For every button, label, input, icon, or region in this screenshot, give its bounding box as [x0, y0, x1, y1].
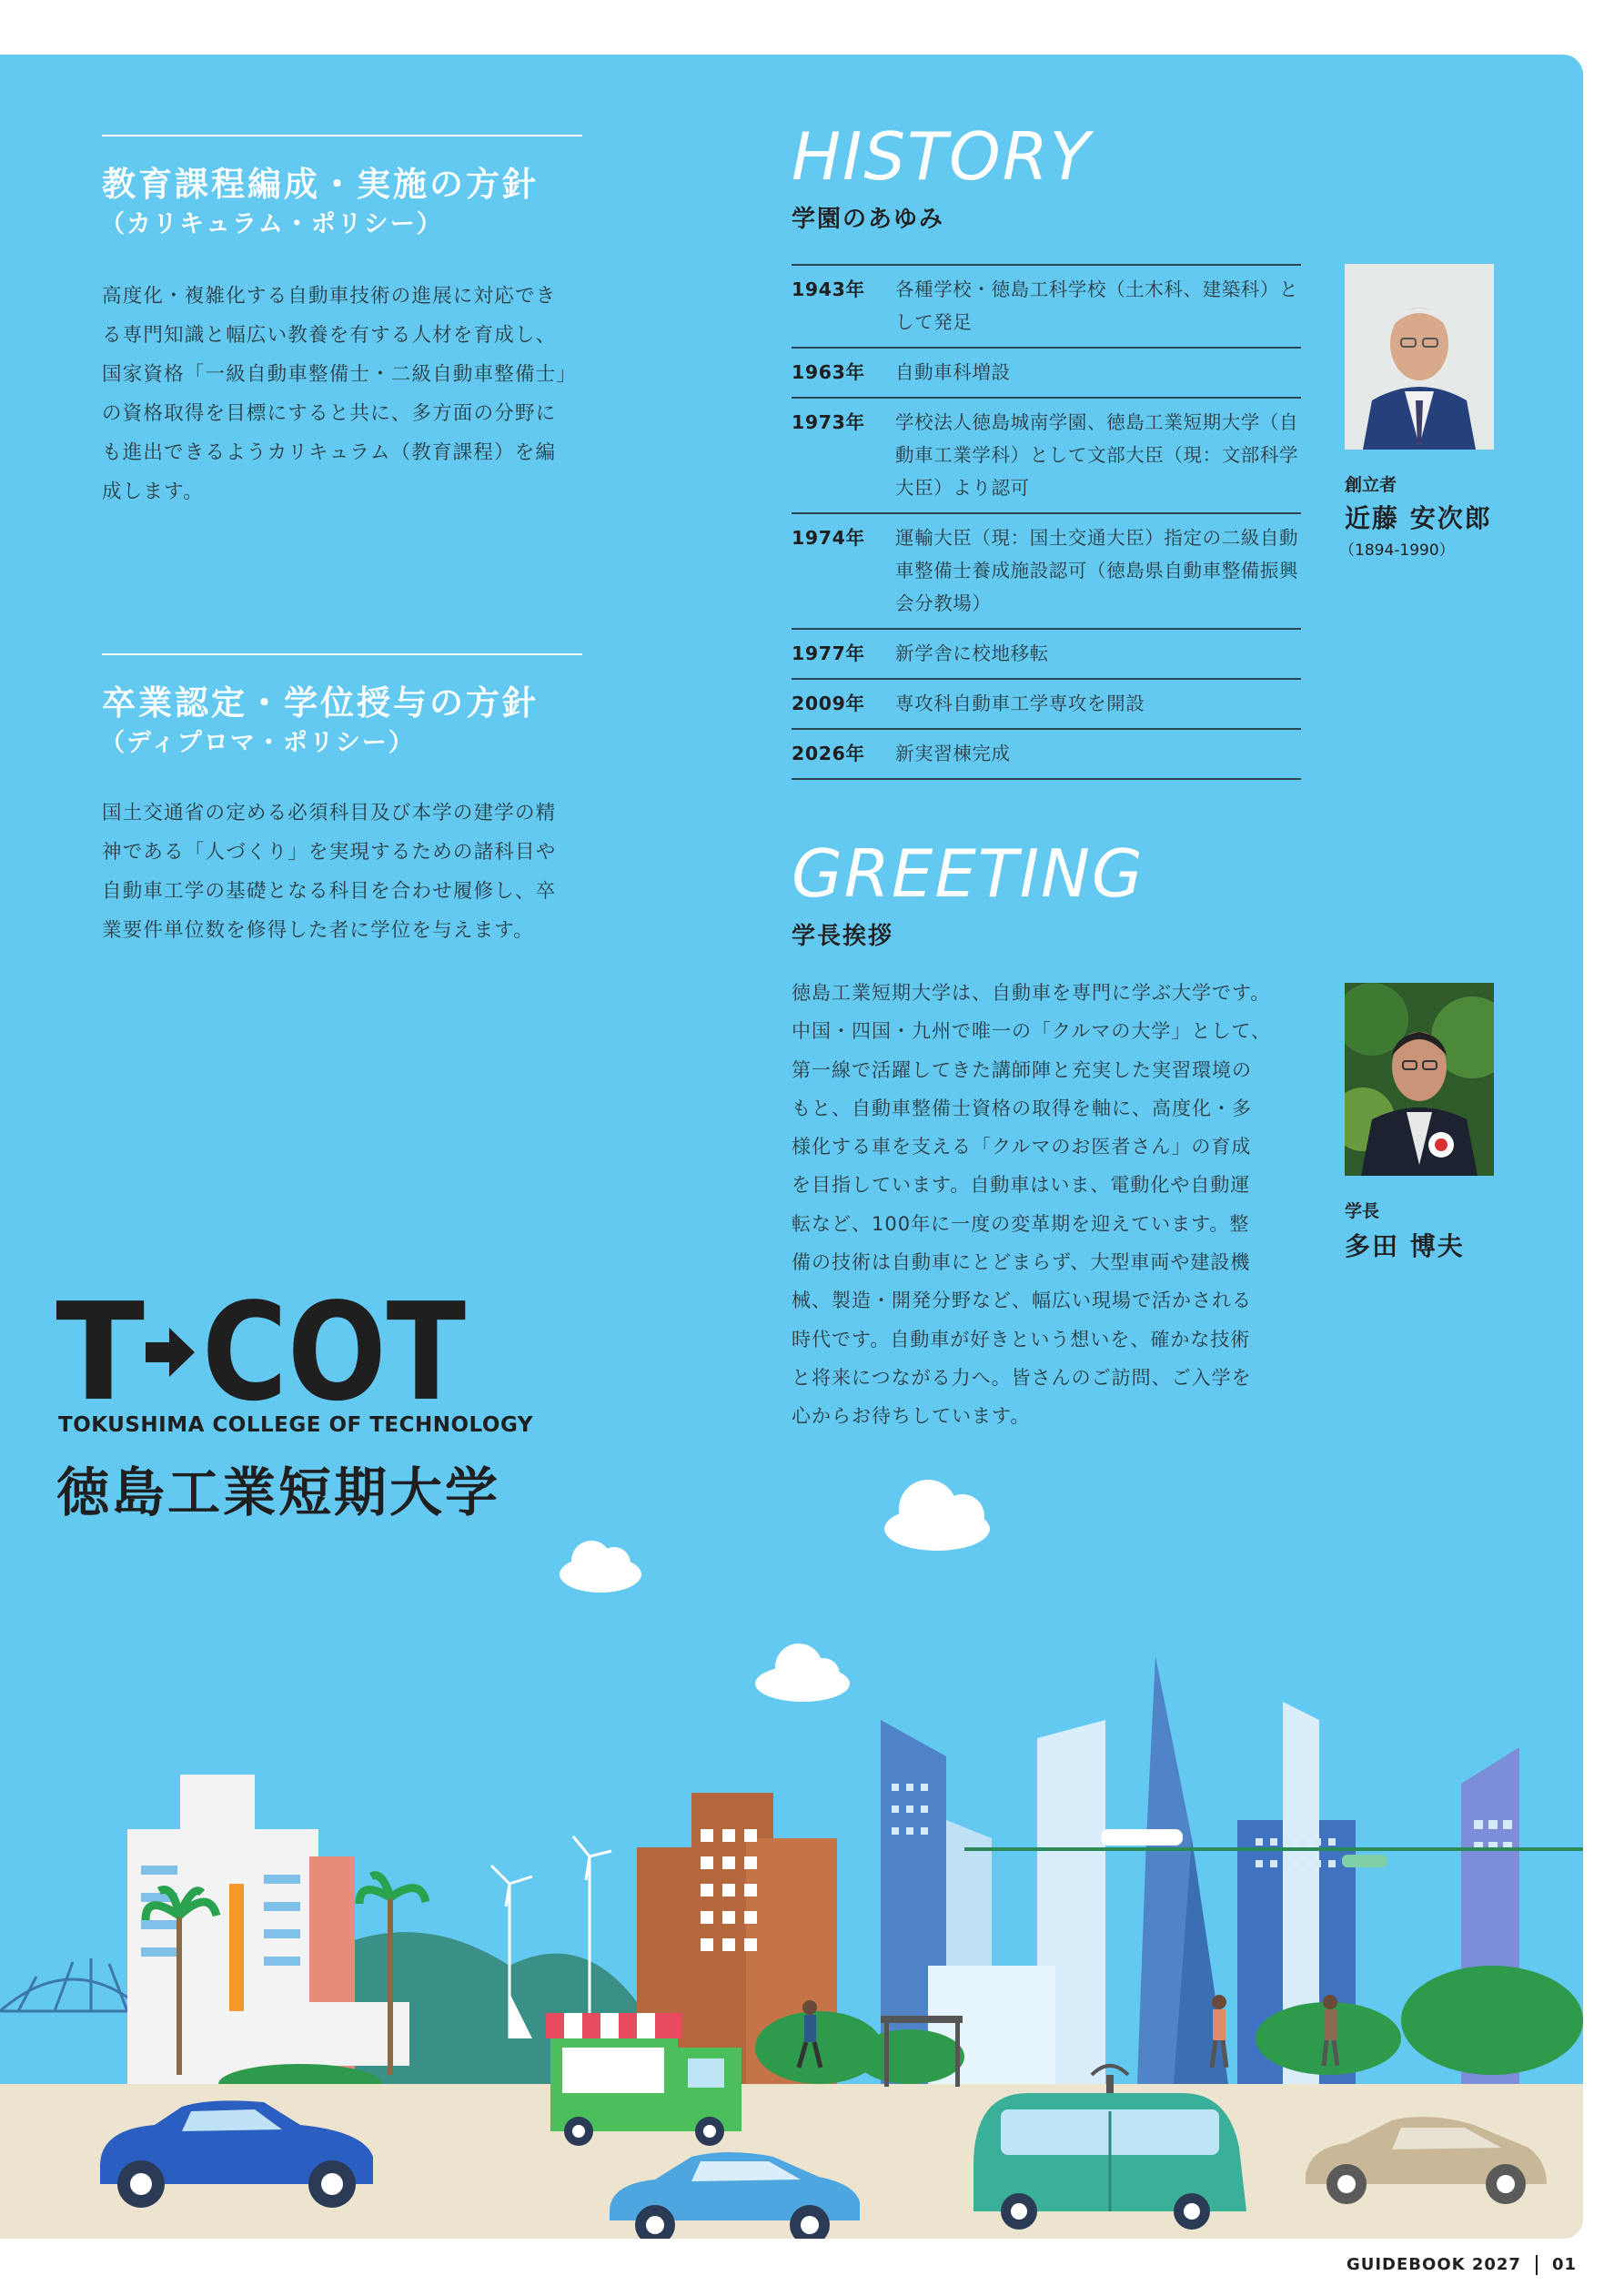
- campus-building: [127, 1775, 409, 2084]
- history-heading: HISTORY: [792, 118, 1092, 195]
- president-role: 学長: [1345, 1201, 1380, 1221]
- logo-japanese: 徳島工業短期大学: [56, 1462, 501, 1523]
- greeting-subheading: 学長挨拶: [792, 923, 894, 950]
- curriculum-policy-title: 教育課程編成・実施の方針: [102, 165, 539, 204]
- page-footer: [1347, 2255, 1577, 2275]
- diploma-policy-body: 国土交通省の定める必須科目及び本学の建学の精 神である「人づくり」を実現するための諸科目や 自動車工学の基礎となる科目を合わせ履修し、卒 業要件単位数を修得した者に学位を与えます。: [102, 802, 557, 942]
- founder-name: 近藤 安次郎: [1345, 503, 1492, 533]
- president-name: 多田 博夫: [1345, 1231, 1465, 1261]
- history-timeline: [792, 264, 1301, 780]
- timeline-row: 2026年 新実習棟完成: [792, 728, 1301, 780]
- president-photo: [1345, 983, 1494, 1176]
- logo-mark-right: COT: [202, 1297, 466, 1408]
- timeline-row: 1963年 自動車科増設: [792, 347, 1301, 397]
- tcot-logo: [56, 1297, 466, 1411]
- founder-years: （1894-1990）: [1339, 541, 1455, 560]
- city-illustration: [0, 1456, 1583, 2239]
- timeline-row: 1973年 学校法人徳島城南学園、徳島工業短期大学（自動車工業学科）として文部大臣（現：文部科学大臣）より認可: [792, 397, 1301, 512]
- diploma-policy-subtitle: （ディプロマ・ポリシー）: [100, 729, 415, 757]
- greeting-heading: GREETING: [792, 835, 1145, 912]
- timeline-row: 2009年 専攻科自動車工学専攻を開設: [792, 678, 1301, 728]
- logo-arrow: [146, 1328, 195, 1377]
- logo-mark-left: T: [56, 1297, 145, 1408]
- divider: [102, 653, 582, 655]
- guidebook-label: GUIDEBOOK 2027: [1346, 2255, 1521, 2274]
- history-subheading: 学園のあゆみ: [792, 206, 945, 233]
- timeline-row: 1943年 各種学校・徳島工科学校（土木科、建築科）として発足: [792, 264, 1301, 347]
- cloud-icon: [560, 1480, 990, 1702]
- curriculum-policy-subtitle: （カリキュラム・ポリシー）: [100, 210, 443, 238]
- diploma-policy-title: 卒業認定・学位授与の方針: [102, 683, 539, 723]
- timeline-row: 1977年 新学舎に校地移転: [792, 628, 1301, 678]
- founder-role: 創立者: [1345, 475, 1397, 495]
- footer-separator: [1536, 2255, 1538, 2275]
- blue-panel: [0, 55, 1583, 2239]
- divider: [102, 135, 582, 137]
- founder-photo: [1345, 264, 1494, 450]
- page-number: 01: [1551, 2255, 1577, 2274]
- greeting-body: 徳島工業短期大学は、自動車を専門に学ぶ大学です。 中国・四国・九州で唯一の「クルマの大学」として、 第一線で活躍してきた講師陣と充実した実習環境の もと、自動車整備士資格の取得を軸に、高度化・多 様化する車を支える「クルマのお医者さん」の育成 を目指しています。自動車はいま、電動化や自動運 転など、100年に一度の変革期を迎えています。整 備の技術は自動車にとどまらず、大型車両や建設機 械、製造・開発分野など、幅広い現場で活かされる 時代です。自動車が好きという想いを、確かな技術 と将来につながる力へ。皆さんのご訪問、ご入学を 心からお待ちしています。: [792, 982, 1271, 1428]
- curriculum-policy-body: 高度化・複雑化する自動車技術の進展に対応でき る専門知識と幅広い教養を有する人材を育成し、 国家資格「一級自動車整備士・二級自動車整備士」 の資格取得を目標にすると共に、多方面の分野に も進出できるようカリキュラム（教育課程）を編 成します。: [102, 285, 578, 503]
- logo-english: TOKUSHIMA COLLEGE OF TECHNOLOGY: [58, 1413, 533, 1437]
- timeline-row: 1974年 運輸大臣（現：国土交通大臣）指定の二級自動車整備士養成施設認可（徳島県自動車整備振興会分教場）: [792, 512, 1301, 628]
